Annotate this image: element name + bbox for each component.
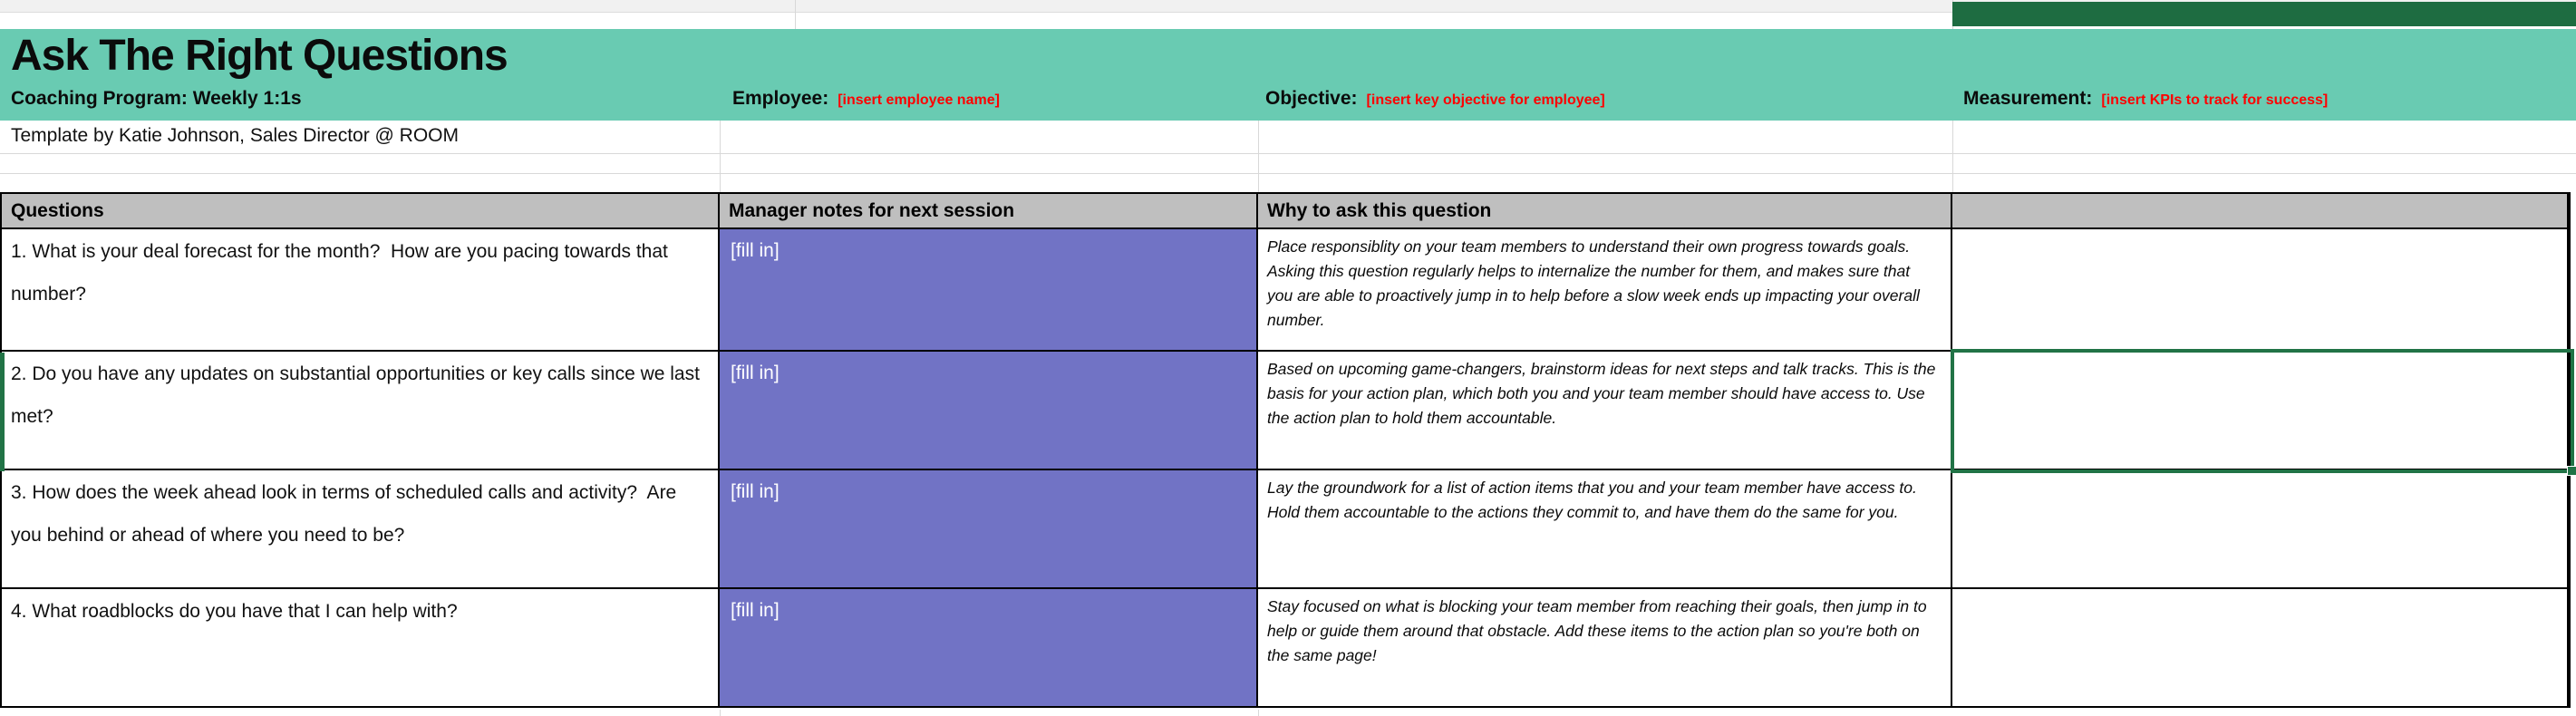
empty-cell-1[interactable] [1952,229,2567,352]
page-title: Ask The Right Questions [11,32,508,80]
objective-placeholder[interactable]: [insert key objective for employee] [1366,92,1605,108]
notes-cell-2[interactable]: [fill in] [720,352,1258,470]
why-cell-3[interactable]: Lay the groundwork for a list of action items that you and your team member have access to. Hold them accountable to the actions they commit to, and have them do the same for you. [1258,470,1952,589]
byline-text: Template by Katie Johnson, Sales Director @ ROOM [11,125,460,146]
gridline [1258,154,1259,192]
why-cell-1[interactable]: Place responsiblity on your team members to understand their own progress towards goals. Asking this question regularly helps to internalize the number for them, and makes sure that you are able to proactively jump in to help before a slow week ends up impacting your overall number. [1258,229,1952,352]
employee-field[interactable] [732,88,1000,110]
partial-row-bottom [0,710,2576,716]
gridline [1258,121,1259,154]
banner-fields-row [0,88,2576,115]
gridline [795,0,796,29]
program-label: Coaching Program: Weekly 1:1s [11,88,302,109]
question-cell-3[interactable]: 3. How does the week ahead look in terms of scheduled calls and activity? Are you behind or ahead of where you need to be? [2,470,720,589]
column-header-questions[interactable]: Questions [2,194,720,229]
empty-cell-3[interactable] [1952,470,2567,589]
employee-placeholder[interactable]: [insert employee name] [838,92,1000,108]
empty-rows [0,154,2576,192]
question-cell-1[interactable]: 1. What is your deal forecast for the month? How are you pacing towards that number? [2,229,720,352]
selected-cell-outline[interactable] [1951,349,2574,473]
gridline [720,154,721,192]
objective-label: Objective: [1265,88,1358,109]
empty-cell-4[interactable] [1952,589,2567,706]
selection-left-edge [0,353,5,471]
measurement-field[interactable] [1963,88,2328,110]
column-header-manager-notes[interactable]: Manager notes for next session [720,194,1258,229]
gridline [0,173,2576,174]
partial-row-top [0,0,2576,29]
measurement-label: Measurement: [1963,88,2093,109]
gridline [1952,121,1953,154]
column-header-why[interactable]: Why to ask this question [1258,194,1952,229]
why-cell-2[interactable]: Based on upcoming game-changers, brainstorm ideas for next steps and talk tracks. This is the basis for your action plan, which both you and your team member should have access to. Use the action plan to hold them accountable. [1258,352,1952,470]
question-cell-4[interactable]: 4. What roadblocks do you have that I can help with? [2,589,720,706]
gridline [720,121,721,154]
why-cell-4[interactable]: Stay focused on what is blocking your team member from reaching their goals, then jump in to help or guide them around that obstacle. Add these items to the action plan so you're both on the same page! [1258,589,1952,706]
gridline [720,710,721,716]
question-cell-2[interactable]: 2. Do you have any updates on substantial opportunities or key calls since we last met? [2,352,720,470]
employee-label: Employee: [732,88,829,109]
notes-cell-4[interactable]: [fill in] [720,589,1258,706]
objective-field[interactable] [1265,88,1605,110]
measurement-placeholder[interactable]: [insert KPIs to track for success] [2101,92,2329,108]
title-banner [0,29,2576,121]
dark-green-cell[interactable] [1952,2,2576,26]
byline-row [0,121,2576,154]
gridline [1952,154,1953,192]
fill-handle[interactable] [2567,466,2576,476]
notes-cell-1[interactable]: [fill in] [720,229,1258,352]
column-header-empty[interactable] [1952,194,2567,229]
notes-cell-3[interactable]: [fill in] [720,470,1258,589]
gridline [1258,710,1259,716]
